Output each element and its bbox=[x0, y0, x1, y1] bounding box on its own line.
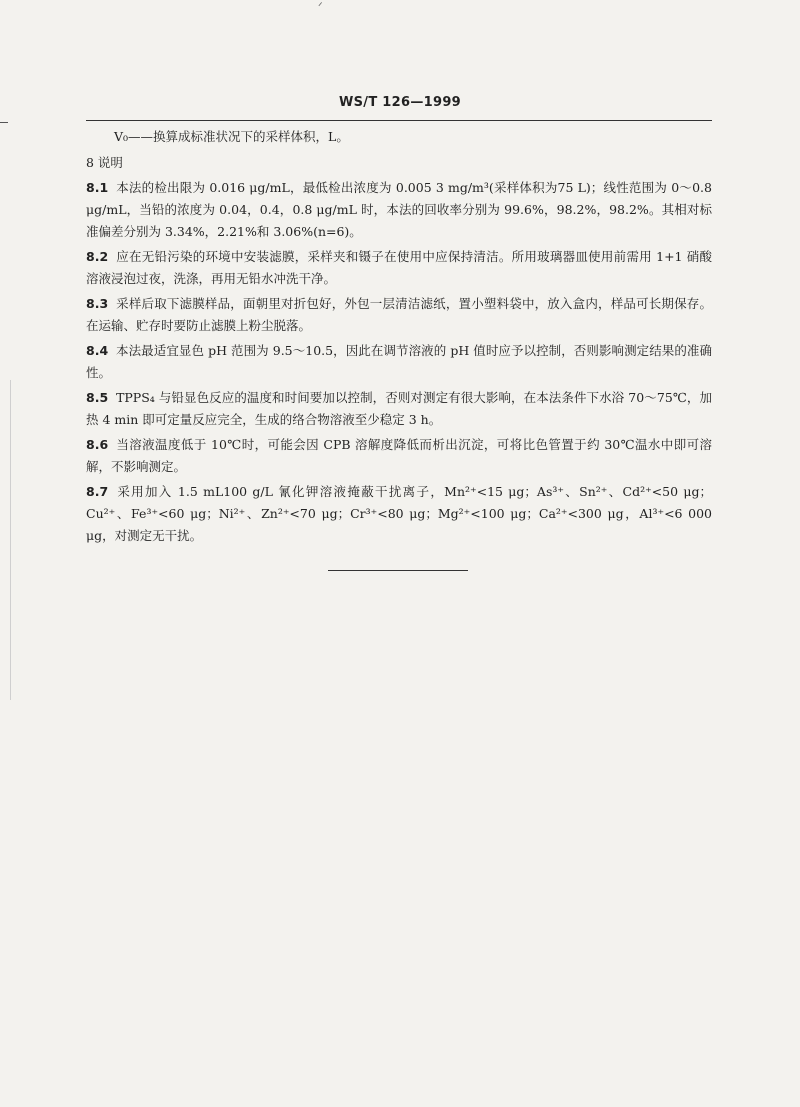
clause-8-7 bbox=[86, 481, 712, 547]
clause-8-6 bbox=[86, 434, 712, 478]
document-code: WS/T 126—1999 bbox=[338, 95, 462, 110]
clause-number: 8.7 bbox=[86, 484, 109, 499]
document-body bbox=[86, 126, 712, 547]
end-of-document-rule bbox=[328, 570, 468, 571]
margin-tick bbox=[0, 122, 8, 123]
clause-text: TPPS₄ 与铅显色反应的温度和时间要加以控制，否则对测定有很大影响，在本法条件下水浴 70～75℃，加热 4 min 即可定量反应完全，生成的络合物溶液至少稳定 3 h。 bbox=[86, 390, 712, 427]
clause-number: 8.2 bbox=[86, 249, 109, 264]
clause-8-4 bbox=[86, 340, 712, 384]
clause-8-5 bbox=[86, 387, 712, 431]
clause-8-3 bbox=[86, 293, 712, 337]
clause-8-2 bbox=[86, 246, 712, 290]
clause-number: 8.5 bbox=[86, 390, 109, 405]
scan-edge-line bbox=[10, 380, 11, 700]
clause-number: 8.6 bbox=[86, 437, 109, 452]
header-rule bbox=[86, 120, 712, 121]
clause-8-1 bbox=[86, 177, 712, 243]
clause-number: 8.1 bbox=[86, 180, 109, 195]
clause-text: 本法最适宜显色 pH 范围为 9.5～10.5，因此在调节溶液的 pH 值时应予以控制，否则影响测定结果的准确性。 bbox=[86, 343, 712, 380]
clause-text: 应在无铅污染的环境中安装滤膜，采样夹和镊子在使用中应保持清洁。所用玻璃器皿使用前需用 1+1 硝酸溶液浸泡过夜，洗涤，再用无铅水冲洗干净。 bbox=[86, 249, 712, 286]
clause-number: 8.3 bbox=[86, 296, 109, 311]
scan-artifact-mark: ᐟ bbox=[318, 0, 323, 13]
clause-text: 采样后取下滤膜样品，面朝里对折包好，外包一层清洁滤纸，置小塑料袋中，放入盒内，样品可长期保存。在运输、贮存时要防止滤膜上粉尘脱落。 bbox=[86, 296, 712, 333]
clause-text: 采用加入 1.5 mL100 g/L 氰化钾溶液掩蔽干扰离子，Mn²⁺<15 μg；As³⁺、Sn²⁺、Cd²⁺<50 μg；Cu²⁺、Fe³⁺<60 μg；Ni²⁺、Zn²⁺<70 μg；Cr³⁺<80 μg；Mg²⁺<100 μg；Ca²⁺<300 μg，Al³⁺<6 000 μg，对测定无干扰。 bbox=[86, 484, 712, 543]
clause-text: 本法的检出限为 0.016 μg/mL，最低检出浓度为 0.005 3 mg/m³(采样体积为75 L)；线性范围为 0～0.8 μg/mL，当铅的浓度为 0.04，0.4，0.8 μg/mL 时，本法的回收率分别为 99.6%，98.2%，98.2%。其相对标准偏差分别为 3.34%，2.21%和 3.06%(n=6)。 bbox=[86, 180, 712, 239]
clause-number: 8.4 bbox=[86, 343, 109, 358]
clause-text: 当溶液温度低于 10℃时，可能会因 CPB 溶解度降低而析出沉淀，可将比色管置于约 30℃温水中即可溶解，不影响测定。 bbox=[86, 437, 712, 474]
section-title: 8 说明 bbox=[86, 155, 123, 170]
variable-definition: V₀——换算成标准状况下的采样体积，L。 bbox=[114, 129, 349, 144]
